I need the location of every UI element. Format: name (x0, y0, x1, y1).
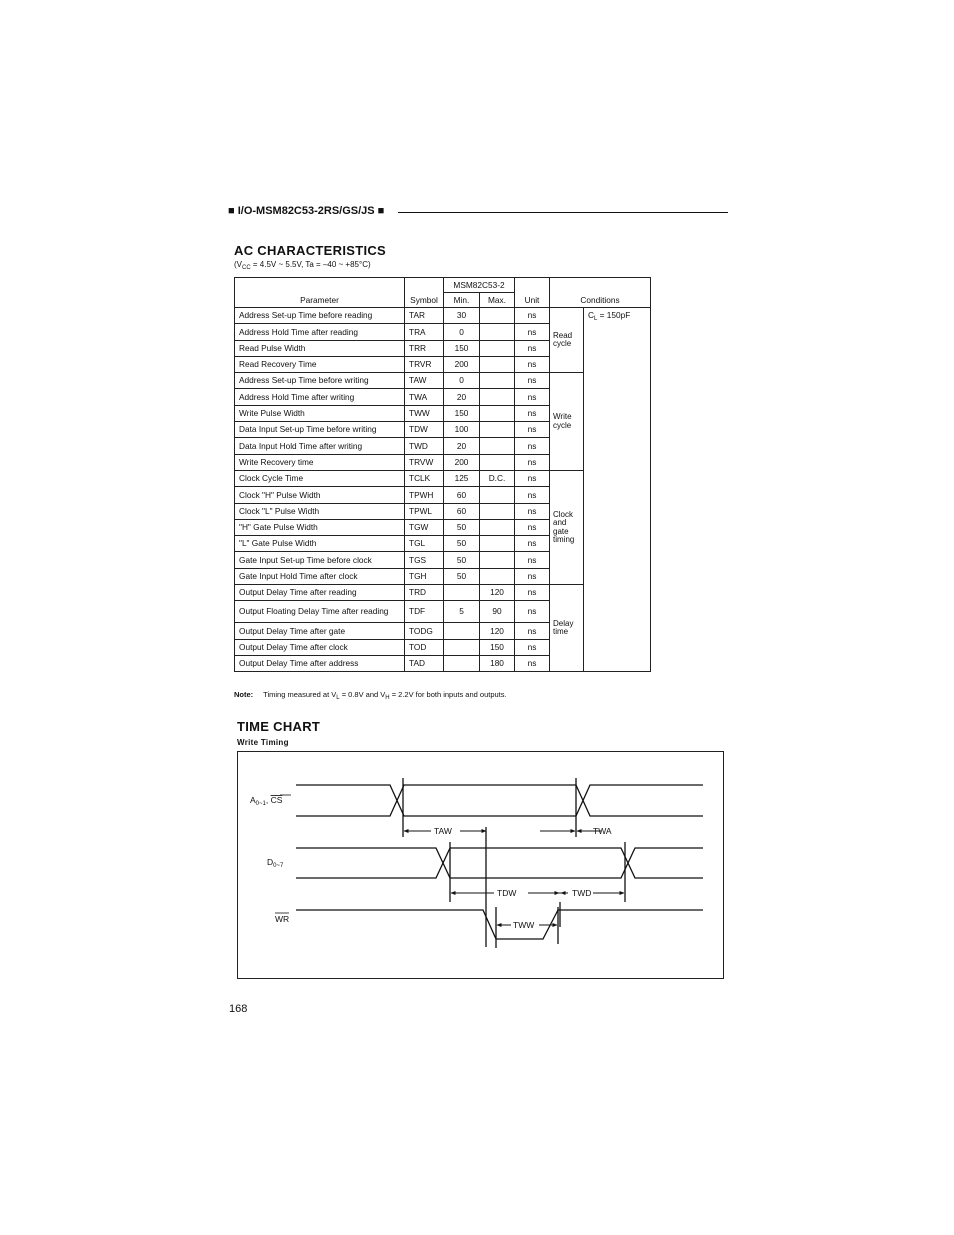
cell-parameter: Output Delay Time after gate (235, 623, 405, 639)
cell-symbol: TDW (405, 422, 444, 438)
cell-symbol: TGL (405, 536, 444, 552)
cell-symbol: TAD (405, 655, 444, 671)
cell-min: 125 (444, 470, 480, 486)
cell-min (444, 585, 480, 601)
cell-min: 30 (444, 308, 480, 324)
page-header (228, 205, 728, 219)
cell-max (480, 373, 515, 389)
group-clock: Clock and gate timing (550, 470, 584, 584)
cell-min: 60 (444, 503, 480, 519)
timing-waveforms (238, 752, 723, 978)
cell-unit: ns (515, 519, 550, 535)
cell-symbol: TAR (405, 308, 444, 324)
header-parameter: Parameter (235, 278, 405, 308)
cell-parameter: Clock "H" Pulse Width (235, 487, 405, 503)
header-part-group: MSM82C53-2 (444, 278, 515, 293)
table-row (235, 308, 651, 324)
cell-parameter: Address Set-up Time before writing (235, 373, 405, 389)
cell-max (480, 503, 515, 519)
cell-max (480, 324, 515, 340)
ac-characteristics-heading: AC CHARACTERISTICS (234, 243, 387, 258)
cell-min: 50 (444, 568, 480, 584)
cell-unit: ns (515, 503, 550, 519)
cell-min: 0 (444, 324, 480, 340)
cell-max: 180 (480, 655, 515, 671)
cell-unit: ns (515, 324, 550, 340)
time-chart-heading: TIME CHART (237, 719, 321, 734)
tww-label: TWW (513, 920, 535, 930)
cell-parameter: Clock "L" Pulse Width (235, 503, 405, 519)
cell-max (480, 438, 515, 454)
cell-max: 150 (480, 639, 515, 655)
cell-unit: ns (515, 487, 550, 503)
operating-conditions: ($V_{CC} = 4.5V$ ~ 5.5V, Ta = –40 ~ +85°C) (234, 260, 371, 271)
cell-max (480, 405, 515, 421)
cell-min: 20 (444, 438, 480, 454)
cell-min: 0 (444, 373, 480, 389)
cell-max (480, 340, 515, 356)
table-note: Note: Timing measured at $V_L = 0.8V$ and $V_H = 2.2V$ for both inputs and outputs. (234, 690, 507, 701)
cell-symbol: TWA (405, 389, 444, 405)
header-symbol: Symbol (405, 278, 444, 308)
cell-symbol: TAW (405, 373, 444, 389)
data-bus-upper (296, 848, 703, 878)
cell-symbol: TGW (405, 519, 444, 535)
cell-parameter: "L" Gate Pulse Width (235, 536, 405, 552)
address-bus-upper (296, 785, 703, 816)
cell-unit: ns (515, 438, 550, 454)
address-bus-lower (296, 785, 703, 816)
cell-parameter: Gate Input Hold Time after clock (235, 568, 405, 584)
header-title: ■ I/O-MSM82C53-2RS/GS/JS ■ (228, 205, 385, 217)
page-number: 168 (229, 1003, 248, 1015)
cell-parameter: Read Pulse Width (235, 340, 405, 356)
cell-parameter: Address Hold Time after writing (235, 389, 405, 405)
taw-label: TAW (434, 826, 452, 836)
cell-min: 50 (444, 552, 480, 568)
cell-max (480, 568, 515, 584)
cell-unit: ns (515, 389, 550, 405)
cell-max: D.C. (480, 470, 515, 486)
header-unit: Unit (515, 278, 550, 308)
cell-unit: ns (515, 308, 550, 324)
cell-max (480, 487, 515, 503)
cell-min (444, 623, 480, 639)
cell-symbol: TRA (405, 324, 444, 340)
cell-unit: ns (515, 422, 550, 438)
cell-symbol: TODG (405, 623, 444, 639)
group-write: Write cycle (550, 373, 584, 471)
cell-min: 200 (444, 454, 480, 470)
cell-unit: ns (515, 536, 550, 552)
cell-parameter: Write Recovery time (235, 454, 405, 470)
cell-min: 100 (444, 422, 480, 438)
cell-symbol: TCLK (405, 470, 444, 486)
cell-unit: ns (515, 655, 550, 671)
write-timing-diagram (237, 751, 724, 979)
cell-parameter: Output Floating Delay Time after reading (235, 601, 405, 623)
cell-min (444, 639, 480, 655)
cell-unit: ns (515, 454, 550, 470)
cell-max: 90 (480, 601, 515, 623)
header-conditions: Conditions (550, 278, 651, 308)
cell-max: 120 (480, 623, 515, 639)
cell-symbol: TGH (405, 568, 444, 584)
cell-min: 50 (444, 519, 480, 535)
cell-min: 20 (444, 389, 480, 405)
cell-max (480, 356, 515, 372)
cell-parameter: Read Recovery Time (235, 356, 405, 372)
cell-unit: ns (515, 623, 550, 639)
group-delay: Delay time (550, 585, 584, 672)
cell-unit: ns (515, 470, 550, 486)
data-bus-lower (296, 848, 703, 878)
ac-characteristics-table (234, 277, 651, 672)
cell-unit: ns (515, 585, 550, 601)
cell-parameter: Address Set-up Time before reading (235, 308, 405, 324)
cell-parameter: Output Delay Time after reading (235, 585, 405, 601)
cell-unit: ns (515, 552, 550, 568)
cell-min: 5 (444, 601, 480, 623)
cell-min: 50 (444, 536, 480, 552)
cell-symbol: TRVR (405, 356, 444, 372)
signal-data: $D_{0\sim 7}$ (267, 857, 284, 869)
cell-symbol: TPWL (405, 503, 444, 519)
cell-max (480, 519, 515, 535)
cell-unit: ns (515, 405, 550, 421)
cell-parameter: Data Input Hold Time after writing (235, 438, 405, 454)
cell-min (444, 655, 480, 671)
twa-label: TWA (593, 826, 612, 836)
cell-min: 150 (444, 405, 480, 421)
cell-unit: ns (515, 373, 550, 389)
header-rule (398, 212, 728, 213)
header-min: Min. (444, 293, 480, 308)
cell-unit: ns (515, 340, 550, 356)
signal-wr: WR (275, 914, 290, 924)
cell-parameter: Gate Input Set-up Time before clock (235, 552, 405, 568)
cell-unit: ns (515, 639, 550, 655)
cell-symbol: TOD (405, 639, 444, 655)
cell-parameter: Clock Cycle Time (235, 470, 405, 486)
cell-min: 150 (444, 340, 480, 356)
cell-unit: ns (515, 601, 550, 623)
group-read: Read cycle (550, 308, 584, 373)
tdw-label: TDW (497, 888, 517, 898)
load-capacitance-condition: $C_L = 150pF$ (584, 308, 651, 672)
header-max: Max. (480, 293, 515, 308)
cell-parameter: Output Delay Time after clock (235, 639, 405, 655)
cell-unit: ns (515, 568, 550, 584)
cell-max (480, 308, 515, 324)
cell-max (480, 389, 515, 405)
twd-label: TWD (572, 888, 592, 898)
cell-max (480, 422, 515, 438)
cell-min: 60 (444, 487, 480, 503)
cell-symbol: TRD (405, 585, 444, 601)
cell-symbol: TDF (405, 601, 444, 623)
cell-max (480, 536, 515, 552)
signal-address-cs: $A_{0\sim 1}$, CS (250, 795, 283, 807)
cell-unit: ns (515, 356, 550, 372)
cell-parameter: "H" Gate Pulse Width (235, 519, 405, 535)
cell-symbol: TPWH (405, 487, 444, 503)
cell-max: 120 (480, 585, 515, 601)
write-timing-subtitle: Write Timing (237, 738, 289, 747)
cell-max (480, 454, 515, 470)
cell-parameter: Address Hold Time after reading (235, 324, 405, 340)
cell-symbol: TRVW (405, 454, 444, 470)
cell-symbol: TWD (405, 438, 444, 454)
cell-min: 200 (444, 356, 480, 372)
cell-symbol: TRR (405, 340, 444, 356)
cell-max (480, 552, 515, 568)
cell-parameter: Output Delay Time after address (235, 655, 405, 671)
cell-parameter: Data Input Set-up Time before writing (235, 422, 405, 438)
cell-parameter: Write Pulse Width (235, 405, 405, 421)
cell-symbol: TGS (405, 552, 444, 568)
cell-symbol: TWW (405, 405, 444, 421)
